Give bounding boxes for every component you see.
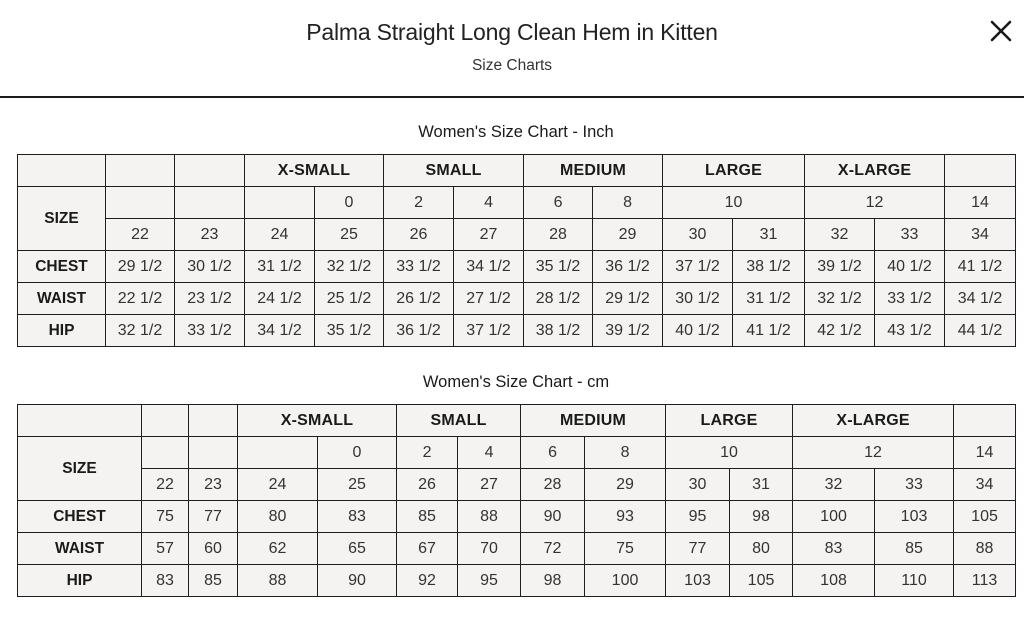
measure-cell: 41 1/2 bbox=[945, 251, 1016, 283]
size-label: SIZE bbox=[18, 187, 106, 251]
cm-size-table bbox=[17, 404, 1016, 597]
us-size-cell: 6 bbox=[524, 187, 593, 219]
measure-cell: 95 bbox=[458, 565, 521, 597]
us-size-cell: 14 bbox=[945, 187, 1016, 219]
measure-cell: 28 1/2 bbox=[524, 283, 593, 315]
measure-cell: 30 1/2 bbox=[175, 251, 245, 283]
waist-size-cell: 26 bbox=[397, 469, 458, 501]
measure-cell: 37 1/2 bbox=[663, 251, 733, 283]
waist-row bbox=[18, 283, 1016, 315]
measure-cell: 30 1/2 bbox=[663, 283, 733, 315]
waist-size-cell: 22 bbox=[106, 219, 175, 251]
group-header: X-SMALL bbox=[245, 155, 384, 187]
chest-row bbox=[18, 251, 1016, 283]
measure-cell: 36 1/2 bbox=[593, 251, 663, 283]
measure-cell: 100 bbox=[793, 501, 875, 533]
waist-size-cell: 30 bbox=[663, 219, 733, 251]
waist-size-cell: 33 bbox=[875, 469, 954, 501]
blank-cell bbox=[189, 437, 238, 469]
us-size-cell: 4 bbox=[454, 187, 524, 219]
measure-cell: 43 1/2 bbox=[875, 315, 945, 347]
waist-size-cell: 29 bbox=[593, 219, 663, 251]
waist-size-cell: 28 bbox=[524, 219, 593, 251]
measure-cell: 39 1/2 bbox=[593, 315, 663, 347]
blank-cell bbox=[175, 187, 245, 219]
waist-size-cell: 31 bbox=[733, 219, 805, 251]
waist-size-cell: 24 bbox=[238, 469, 318, 501]
measure-cell: 62 bbox=[238, 533, 318, 565]
group-header: X-LARGE bbox=[805, 155, 945, 187]
waist-size-cell: 30 bbox=[666, 469, 730, 501]
measure-cell: 57 bbox=[142, 533, 189, 565]
measure-cell: 110 bbox=[875, 565, 954, 597]
row-label: HIP bbox=[18, 315, 106, 347]
measure-cell: 40 1/2 bbox=[875, 251, 945, 283]
chest-row bbox=[18, 501, 1016, 533]
measure-cell: 29 1/2 bbox=[106, 251, 175, 283]
blank-cell bbox=[238, 437, 318, 469]
measure-cell: 34 1/2 bbox=[945, 283, 1016, 315]
measure-cell: 85 bbox=[397, 501, 458, 533]
row-label: HIP bbox=[18, 565, 142, 597]
group-header-row bbox=[18, 405, 1016, 437]
waist-size-cell: 26 bbox=[384, 219, 454, 251]
group-header: X-SMALL bbox=[238, 405, 397, 437]
measure-cell: 23 1/2 bbox=[175, 283, 245, 315]
blank-cell bbox=[142, 437, 189, 469]
waist-size-cell: 25 bbox=[315, 219, 384, 251]
us-size-cell: 0 bbox=[318, 437, 397, 469]
blank-cell bbox=[245, 187, 315, 219]
measure-cell: 32 1/2 bbox=[106, 315, 175, 347]
measure-cell: 83 bbox=[793, 533, 875, 565]
measure-cell: 37 1/2 bbox=[454, 315, 524, 347]
measure-cell: 41 1/2 bbox=[733, 315, 805, 347]
hip-row bbox=[18, 565, 1016, 597]
row-label: CHEST bbox=[18, 501, 142, 533]
measure-cell: 98 bbox=[521, 565, 585, 597]
measure-cell: 31 1/2 bbox=[245, 251, 315, 283]
waist-size-cell: 23 bbox=[175, 219, 245, 251]
modal-header bbox=[0, 0, 1024, 98]
measure-cell: 105 bbox=[954, 501, 1016, 533]
measure-cell: 95 bbox=[666, 501, 730, 533]
measure-cell: 90 bbox=[521, 501, 585, 533]
measure-cell: 88 bbox=[238, 565, 318, 597]
measure-cell: 34 1/2 bbox=[454, 251, 524, 283]
blank-cell bbox=[142, 405, 189, 437]
measure-cell: 33 1/2 bbox=[384, 251, 454, 283]
measure-cell: 25 1/2 bbox=[315, 283, 384, 315]
blank-cell bbox=[954, 405, 1016, 437]
waist-size-cell: 23 bbox=[189, 469, 238, 501]
modal-title: Palma Straight Long Clean Hem in Kitten bbox=[306, 19, 718, 45]
waist-size-cell: 33 bbox=[875, 219, 945, 251]
group-header: MEDIUM bbox=[524, 155, 663, 187]
waist-size-cell: 32 bbox=[793, 469, 875, 501]
measure-cell: 24 1/2 bbox=[245, 283, 315, 315]
waist-row bbox=[18, 533, 1016, 565]
row-label: WAIST bbox=[18, 533, 142, 565]
measure-cell: 26 1/2 bbox=[384, 283, 454, 315]
group-header: MEDIUM bbox=[521, 405, 666, 437]
measure-cell: 34 1/2 bbox=[245, 315, 315, 347]
close-button[interactable] bbox=[986, 16, 1016, 46]
row-label: CHEST bbox=[18, 251, 106, 283]
measure-cell: 98 bbox=[730, 501, 793, 533]
waist-size-cell: 22 bbox=[142, 469, 189, 501]
measure-cell: 80 bbox=[730, 533, 793, 565]
cm-chart-title: Women's Size Chart - cm bbox=[422, 373, 610, 391]
measure-cell: 70 bbox=[458, 533, 521, 565]
blank-cell bbox=[106, 187, 175, 219]
us-size-cell: 10 bbox=[666, 437, 793, 469]
size-label: SIZE bbox=[18, 437, 142, 501]
group-header: LARGE bbox=[666, 405, 793, 437]
measure-cell: 33 1/2 bbox=[875, 283, 945, 315]
waist-size-cell: 27 bbox=[454, 219, 524, 251]
measure-cell: 88 bbox=[458, 501, 521, 533]
measure-cell: 108 bbox=[793, 565, 875, 597]
group-header: SMALL bbox=[397, 405, 521, 437]
measure-cell: 44 1/2 bbox=[945, 315, 1016, 347]
measure-cell: 80 bbox=[238, 501, 318, 533]
measure-cell: 29 1/2 bbox=[593, 283, 663, 315]
measure-cell: 113 bbox=[954, 565, 1016, 597]
us-size-cell: 10 bbox=[663, 187, 805, 219]
measure-cell: 90 bbox=[318, 565, 397, 597]
group-header-row bbox=[18, 155, 1016, 187]
waist-size-cell: 24 bbox=[245, 219, 315, 251]
group-header: SMALL bbox=[384, 155, 524, 187]
measure-cell: 77 bbox=[666, 533, 730, 565]
inch-chart-title: Women's Size Chart - Inch bbox=[418, 123, 614, 141]
measure-cell: 32 1/2 bbox=[315, 251, 384, 283]
measure-cell: 40 1/2 bbox=[663, 315, 733, 347]
us-size-cell: 12 bbox=[793, 437, 954, 469]
blank-cell bbox=[175, 155, 245, 187]
measure-cell: 77 bbox=[189, 501, 238, 533]
measure-cell: 27 1/2 bbox=[454, 283, 524, 315]
measure-cell: 36 1/2 bbox=[384, 315, 454, 347]
group-header: X-LARGE bbox=[793, 405, 954, 437]
us-size-cell: 6 bbox=[521, 437, 585, 469]
waist-size-cell: 31 bbox=[730, 469, 793, 501]
measure-cell: 75 bbox=[142, 501, 189, 533]
us-size-cell: 0 bbox=[315, 187, 384, 219]
us-size-cell: 8 bbox=[593, 187, 663, 219]
measure-cell: 85 bbox=[875, 533, 954, 565]
waist-size-cell: 27 bbox=[458, 469, 521, 501]
waist-size-cell: 34 bbox=[954, 469, 1016, 501]
waist-size-cell: 28 bbox=[521, 469, 585, 501]
group-header: LARGE bbox=[663, 155, 805, 187]
measure-cell: 83 bbox=[318, 501, 397, 533]
measure-cell: 38 1/2 bbox=[733, 251, 805, 283]
row-label: WAIST bbox=[18, 283, 106, 315]
measure-cell: 60 bbox=[189, 533, 238, 565]
measure-cell: 88 bbox=[954, 533, 1016, 565]
close-icon bbox=[986, 16, 1016, 46]
us-size-cell: 12 bbox=[805, 187, 945, 219]
measure-cell: 75 bbox=[585, 533, 666, 565]
us-size-row bbox=[18, 437, 1016, 469]
waist-size-row bbox=[18, 469, 1016, 501]
blank-cell bbox=[18, 405, 142, 437]
measure-cell: 39 1/2 bbox=[805, 251, 875, 283]
measure-cell: 32 1/2 bbox=[805, 283, 875, 315]
measure-cell: 67 bbox=[397, 533, 458, 565]
measure-cell: 35 1/2 bbox=[315, 315, 384, 347]
measure-cell: 85 bbox=[189, 565, 238, 597]
measure-cell: 35 1/2 bbox=[524, 251, 593, 283]
measure-cell: 92 bbox=[397, 565, 458, 597]
blank-cell bbox=[106, 155, 175, 187]
measure-cell: 83 bbox=[142, 565, 189, 597]
us-size-cell: 2 bbox=[384, 187, 454, 219]
hip-row bbox=[18, 315, 1016, 347]
us-size-cell: 14 bbox=[954, 437, 1016, 469]
measure-cell: 65 bbox=[318, 533, 397, 565]
measure-cell: 103 bbox=[666, 565, 730, 597]
modal-subtitle: Size Charts bbox=[471, 57, 553, 74]
measure-cell: 100 bbox=[585, 565, 666, 597]
waist-size-cell: 25 bbox=[318, 469, 397, 501]
us-size-row bbox=[18, 187, 1016, 219]
measure-cell: 42 1/2 bbox=[805, 315, 875, 347]
waist-size-cell: 29 bbox=[585, 469, 666, 501]
waist-size-cell: 34 bbox=[945, 219, 1016, 251]
inch-size-table bbox=[17, 154, 1016, 347]
measure-cell: 38 1/2 bbox=[524, 315, 593, 347]
blank-cell bbox=[945, 155, 1016, 187]
measure-cell: 22 1/2 bbox=[106, 283, 175, 315]
measure-cell: 31 1/2 bbox=[733, 283, 805, 315]
measure-cell: 33 1/2 bbox=[175, 315, 245, 347]
us-size-cell: 4 bbox=[458, 437, 521, 469]
us-size-cell: 2 bbox=[397, 437, 458, 469]
waist-size-row bbox=[18, 219, 1016, 251]
us-size-cell: 8 bbox=[585, 437, 666, 469]
measure-cell: 103 bbox=[875, 501, 954, 533]
measure-cell: 72 bbox=[521, 533, 585, 565]
blank-cell bbox=[189, 405, 238, 437]
measure-cell: 93 bbox=[585, 501, 666, 533]
blank-cell bbox=[18, 155, 106, 187]
waist-size-cell: 32 bbox=[805, 219, 875, 251]
measure-cell: 105 bbox=[730, 565, 793, 597]
